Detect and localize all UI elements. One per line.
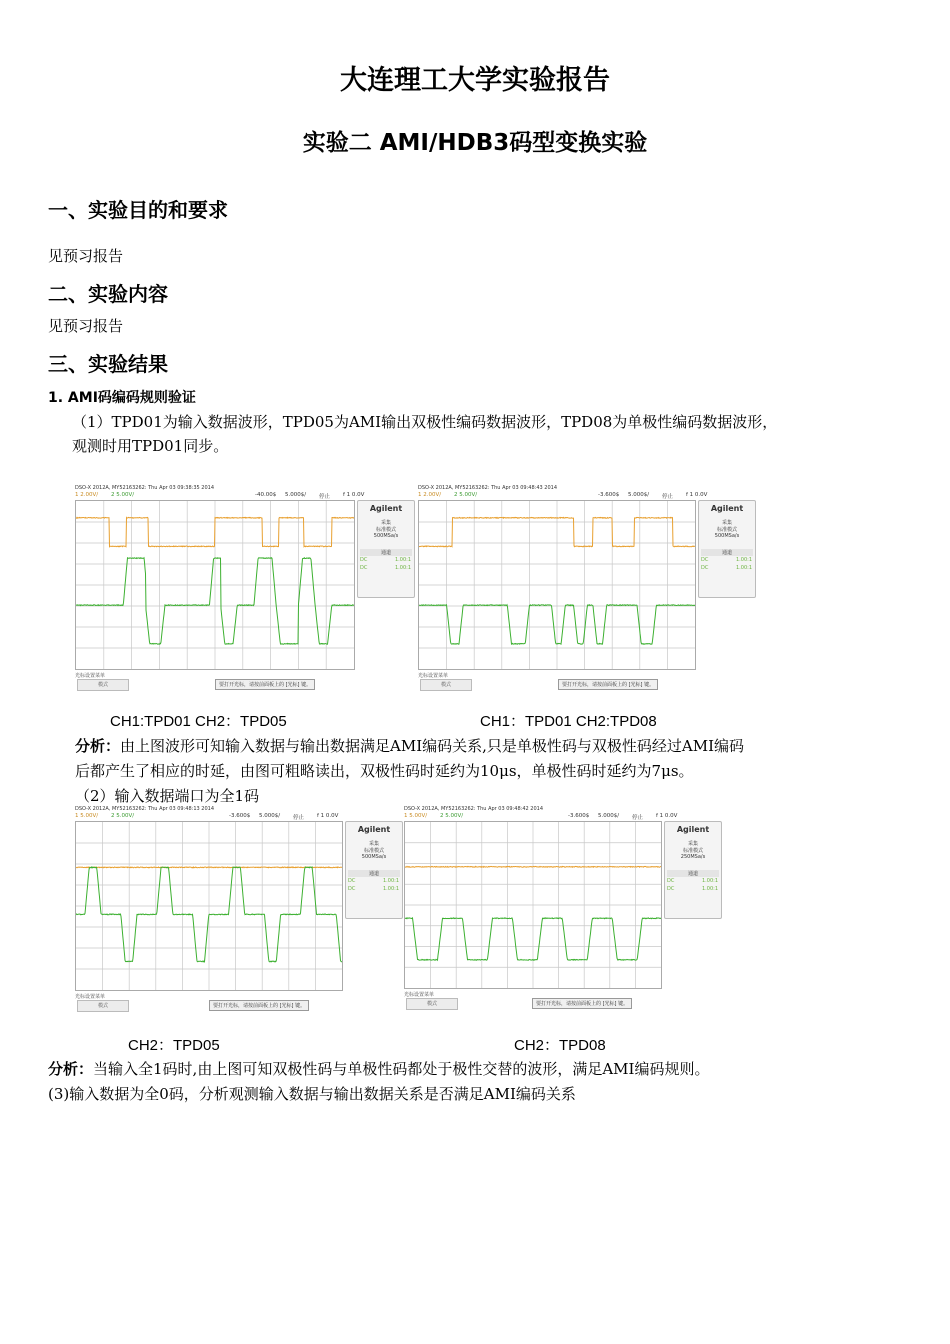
document-title: 大连理工大学实验报告 xyxy=(340,65,610,96)
scope-grid xyxy=(76,822,342,990)
time-position: -3.600$ xyxy=(598,492,620,498)
cursor-menu-label: 光标设置菜单 xyxy=(75,994,106,1000)
ch1-probe: 1.00:1 xyxy=(736,557,752,563)
part1-heading: 1. AMI码编码规则验证 xyxy=(48,390,196,406)
scope-display xyxy=(418,500,696,670)
scope-scale-row xyxy=(75,813,405,821)
caption-scope2: CH1：TPD01 CH2:TPD08 xyxy=(480,713,657,730)
ch1-scale: 1 2.00V/ xyxy=(418,492,442,498)
channel-label: 通道 xyxy=(701,549,753,556)
sample-rate: 500MSa/s xyxy=(373,533,399,539)
section-heading-objectives: 一、实验目的和要求 xyxy=(48,198,228,222)
channel-label: 通道 xyxy=(667,870,719,877)
ch2-probe: 1.00:1 xyxy=(383,886,399,892)
ch1-coupling: DC xyxy=(348,878,356,884)
caption-scope3: CH2：TPD05 xyxy=(128,1037,220,1054)
analysis2-label: 分析： xyxy=(48,1060,94,1078)
oscilloscope-screenshot-all-ones-tpd08 xyxy=(404,806,724,1016)
scope-header: DSO-X 2012A, MY52163262: Thu Apr 03 09:48:43 2014 xyxy=(418,485,558,491)
scope-display xyxy=(75,500,355,670)
channel-label: 通道 xyxy=(360,549,412,556)
ch1-probe: 1.00:1 xyxy=(702,878,718,884)
scope-grid-and-traces xyxy=(76,822,342,990)
sample-rate: 500MSa/s xyxy=(714,533,740,539)
ch2-probe: 1.00:1 xyxy=(736,565,752,571)
cursor-message: 要打开光标，请按前面板上的 [光标] 键。 xyxy=(558,679,658,690)
scope-scale-row xyxy=(418,492,760,500)
caption-scope1: CH1:TPD01 CH2：TPD05 xyxy=(110,713,287,730)
sample-rate: 500MSa/s xyxy=(361,854,387,860)
acq-label: 采集 xyxy=(380,520,391,526)
ch1-coupling: DC xyxy=(701,557,709,563)
scope-scale-row xyxy=(75,492,417,500)
ch1-coupling: DC xyxy=(360,557,368,563)
scope-grid-and-traces xyxy=(405,822,661,988)
ch2-coupling: DC xyxy=(701,565,709,571)
scope-display xyxy=(404,821,662,989)
scope-grid xyxy=(405,822,661,988)
section-heading-results: 三、实验结果 xyxy=(48,352,168,376)
scope-side-panel xyxy=(664,821,722,919)
run-state: 停止 xyxy=(632,815,644,821)
acq-mode: 标准模式 xyxy=(682,848,703,854)
mode-softkey: 模式 xyxy=(420,679,472,691)
channel-label: 通道 xyxy=(348,870,400,877)
time-position: -40.00$ xyxy=(255,492,277,498)
analysis1-text1: 由上图波形可知输入数据与输出数据满足AMI编码关系,只是单极性码与双极性码经过AMI编码 xyxy=(120,737,745,755)
part1-para1-line2: 观测时用TPD01同步。 xyxy=(72,437,229,455)
time-scale: 5.000$/ xyxy=(628,492,650,498)
scope-side-panel xyxy=(698,500,756,598)
scope-display xyxy=(75,821,343,991)
run-state: 停止 xyxy=(319,494,331,500)
mode-softkey: 模式 xyxy=(77,679,129,691)
ch1-trace xyxy=(76,867,342,868)
ch2-probe: 1.00:1 xyxy=(395,565,411,571)
sample-rate: 250MSa/s xyxy=(680,854,706,860)
section-body-objectives: 见预习报告 xyxy=(48,247,124,265)
acq-label: 采集 xyxy=(687,841,698,847)
acq-label: 采集 xyxy=(721,520,732,526)
time-position: -3.600$ xyxy=(568,813,590,819)
analysis1-line1 xyxy=(75,734,744,758)
agilent-logo: Agilent xyxy=(710,504,744,513)
ch1-coupling: DC xyxy=(667,878,675,884)
time-scale: 5.000$/ xyxy=(598,813,620,819)
scope-header: DSO-X 2012A, MY52163262: Thu Apr 03 09:38:35 2014 xyxy=(75,485,215,491)
section-body-content: 见预习报告 xyxy=(48,317,124,335)
experiment-title: 实验二 AMI/HDB3码型变换实验 xyxy=(302,130,648,156)
ch2-scale: 2 5.00V/ xyxy=(111,813,135,819)
ch2-scale: 2 5.00V/ xyxy=(454,492,478,498)
mode-softkey: 模式 xyxy=(406,998,458,1010)
trigger-level: f 1 0.0V xyxy=(317,813,339,819)
ch2-scale: 2 5.00V/ xyxy=(111,492,135,498)
part1-para2: （2）输入数据端口为全1码 xyxy=(75,787,260,805)
analysis2-text: 当输入全1码时,由上图可知双极性码与单极性码都处于极性交替的波形，满足AMI编码规则。 xyxy=(93,1060,710,1078)
time-scale: 5.000$/ xyxy=(259,813,281,819)
oscilloscope-screenshot-all-ones-tpd05 xyxy=(75,806,405,1016)
ch1-scale: 1 5.00V/ xyxy=(404,813,428,819)
ch2-probe: 1.00:1 xyxy=(702,886,718,892)
agilent-logo: Agilent xyxy=(676,825,710,834)
ch2-coupling: DC xyxy=(667,886,675,892)
mode-softkey: 模式 xyxy=(77,1000,129,1012)
scope-side-panel xyxy=(345,821,403,919)
acq-label: 采集 xyxy=(368,841,379,847)
trigger-level: f 1 0.0V xyxy=(656,813,678,819)
acq-mode: 标准模式 xyxy=(363,848,384,854)
acq-mode: 标准模式 xyxy=(375,527,396,533)
ch1-trace xyxy=(405,866,661,867)
caption-scope4: CH2：TPD08 xyxy=(514,1037,606,1054)
agilent-logo: Agilent xyxy=(369,504,403,513)
section-heading-content: 二、实验内容 xyxy=(48,282,168,306)
scope-header: DSO-X 2012A, MY52163262: Thu Apr 03 09:48:13 2014 xyxy=(75,806,215,812)
analysis1-line2: 后都产生了相应的时延，由图可粗略读出，双极性码时延约为10μs，单极性码时延约为7μs。 xyxy=(75,762,694,780)
ch1-scale: 1 5.00V/ xyxy=(75,813,99,819)
run-state: 停止 xyxy=(662,494,674,500)
analysis2-line xyxy=(48,1057,709,1081)
cursor-message: 要打开光标，请按前面板上的 [光标] 键。 xyxy=(209,1000,309,1011)
cursor-menu-label: 光标设置菜单 xyxy=(418,673,449,679)
trigger-level: f 1 0.0V xyxy=(343,492,365,498)
oscilloscope-screenshot-tpd08 xyxy=(418,485,760,700)
time-position: -3.600$ xyxy=(229,813,251,819)
ch2-coupling: DC xyxy=(360,565,368,571)
scope-header: DSO-X 2012A, MY52163262: Thu Apr 03 09:48:42 2014 xyxy=(404,806,544,812)
run-state: 停止 xyxy=(293,815,305,821)
acq-mode: 标准模式 xyxy=(716,527,737,533)
trigger-level: f 1 0.0V xyxy=(686,492,708,498)
cursor-menu-label: 光标设置菜单 xyxy=(404,992,435,998)
part1-para1-line1: （1）TPD01为输入数据波形，TPD05为AMI输出双极性编码数据波形，TPD08为单极性编码数据波形， xyxy=(72,413,778,431)
scope-scale-row xyxy=(404,813,724,821)
time-scale: 5.000$/ xyxy=(285,492,307,498)
scope-grid-and-traces xyxy=(76,501,354,669)
scope-grid-and-traces xyxy=(419,501,695,669)
ch1-probe: 1.00:1 xyxy=(395,557,411,563)
ch1-scale: 1 2.00V/ xyxy=(75,492,99,498)
cursor-menu-label: 光标设置菜单 xyxy=(75,673,106,679)
agilent-logo: Agilent xyxy=(357,825,391,834)
oscilloscope-screenshot-tpd05 xyxy=(75,485,417,700)
analysis1-label: 分析： xyxy=(75,737,121,755)
ch2-scale: 2 5.00V/ xyxy=(440,813,464,819)
scope-side-panel xyxy=(357,500,415,598)
cursor-message: 要打开光标，请按前面板上的 [光标] 键。 xyxy=(215,679,315,690)
part1-para3: (3)输入数据为全0码，分析观测输入数据与输出数据关系是否满足AMI编码关系 xyxy=(48,1085,576,1103)
cursor-message: 要打开光标，请按前面板上的 [光标] 键。 xyxy=(532,998,632,1009)
ch2-coupling: DC xyxy=(348,886,356,892)
ch1-probe: 1.00:1 xyxy=(383,878,399,884)
